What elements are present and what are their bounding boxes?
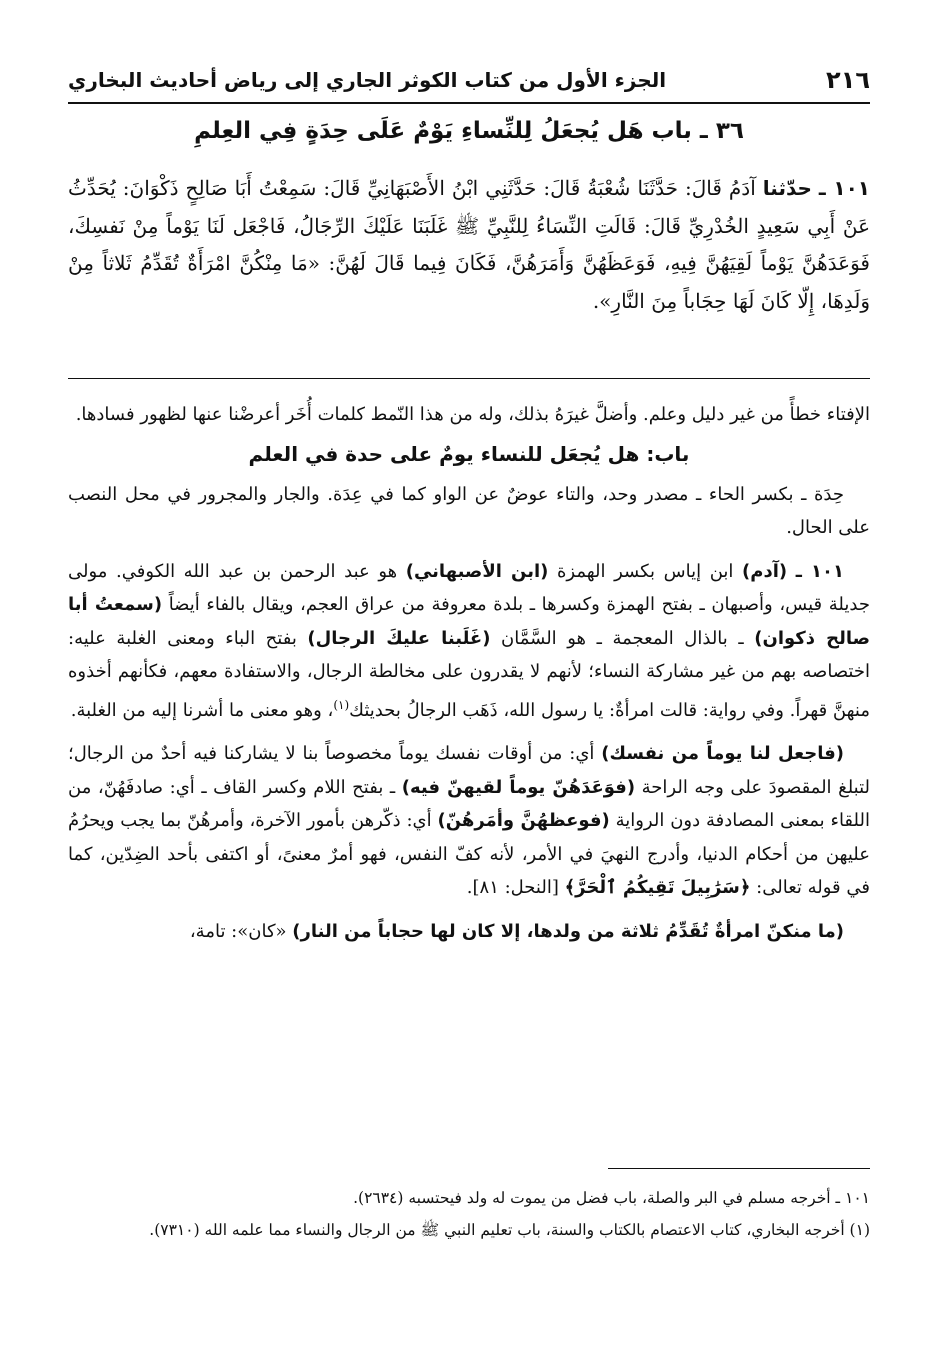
quran-verse: ﴿سَرَٰبِيلَ تَقِيكُمُ ٱلْحَرَّ﴾ (564, 877, 751, 898)
gloss: أي: ذكّرهن بأمور الآخرة، وأمرهُنّ بما يجب ويحرُمُ عليهن من أحكام الدنيا، وأدرج النهيَ في الأمر، لأنه كفّ النفس، فهو أمرٌ معنىً، أو اكتفى بأحد الضِدّين، كما في قوله تعالى: (68, 810, 870, 898)
footnote: ١٠١ ـ أخرجه مسلم في البر والصلة، باب فضل من يموت له ولد فيحتسبه (٢٦٣٤). (353, 1189, 870, 1207)
chapter-heading: ٣٦ ـ باب هَل يُجعَلُ لِلنِّساءِ يَوْمٌ عَلَى حِدَةٍ فِي العِلمِ (194, 118, 744, 144)
commentary-paragraph-1: حِدَة ـ بكسر الحاء ـ مصدر وحد، والتاء عوضٌ عن الواو كما في عِدَة. والجار والمجرور في محل النصب على الحال. (68, 483, 870, 538)
gloss: ـ بفتح اللام وكسر القاف ـ أي: صادفَهُنّ، من اللقاء بمعنى المصادفة دون الرواية (68, 776, 870, 831)
footnote: (١) أخرجه البخاري، كتاب الاعتصام بالكتاب والسنة، باب تعليم النبي ﷺ من الرجال والنساء مما علمه الله (٧٣١٠). (149, 1221, 870, 1239)
gloss: أي: من أوقات نفسك يوماً مخصوصاً بنا لا يشاركنا فيه أحدٌ من الرجال؛ لتبلغ المقصودَ على وجه الراحة (68, 743, 870, 798)
commentary-subheading: باب: هل يُجعَل للنساء يومٌ على حدة في العلم (248, 441, 690, 466)
gloss: ، وهو معنى ما أشرنا إليه من الغلبة. (70, 699, 334, 721)
hadith-number: ١٠١ ـ (818, 176, 870, 200)
entry-number: ١٠١ ـ (795, 560, 844, 582)
commentary-intro: الإفتاء خطأً من غير دليل وعلم. وأضلَّ غيرَهُ بذلك، وله من هذا النّمط كلمات أُخَر أعرضْنا عنها لظهور فسادها. (75, 404, 870, 425)
footnote-ref: (١) (333, 697, 350, 712)
text-divider (68, 378, 870, 379)
footnote-divider (608, 1168, 870, 1169)
lemma: (فوعظهُنَّ وأمَرهُنّ) (437, 810, 610, 831)
commentary (68, 398, 870, 958)
hadith-lead: حدّثنا (762, 176, 812, 200)
page-number: ٢١٦ (826, 66, 870, 94)
commentary-paragraph-4 (68, 915, 870, 949)
commentary-paragraph-2 (68, 555, 870, 728)
gloss: «كان»: تامة، (189, 920, 287, 942)
hadith-text (68, 170, 870, 320)
lemma: (غَلَبنا عليكَ الرجال) (307, 627, 491, 649)
lemma: (فاجعل لنا يوماً من نفسك) (601, 743, 844, 764)
lemma: (ابن الأصبهاني) (405, 560, 549, 582)
lemma: (ما منكنّ امرأةٌ تُقَدِّمُ ثلاثة من ولدها، إلا كان لها حجاباً من النار) (292, 920, 844, 942)
running-title: الجزء الأول من كتاب الكوثر الجاري إلى رياض أحاديث البخاري (68, 68, 667, 92)
lemma: (سمعتُ أبا صالح ذكوان) (68, 594, 870, 649)
gloss: هو عبد الرحمن بن عبد الله الكوفي. مولى جديلة قيس، وأصبهان ـ بفتح الهمزة وكسرها ـ بلدة معروفة من عراق العجم، ويقال بالفاء أيضاً (68, 560, 870, 615)
footnotes (68, 1184, 870, 1248)
lemma: (آدم) (742, 560, 788, 582)
commentary-paragraph-3 (68, 737, 870, 905)
running-header (68, 58, 870, 104)
lemma: (فوَعَدَهُنّ يوماً لقيهنّ فيه) (401, 776, 636, 798)
hadith-body: آدَمُ قَالَ: حَدَّثَنَا شُعْبَةُ قَالَ: حَدَّثَنِي ابْنُ الأَصْبَهَانِيِّ قَالَ: سَمِعْتُ أَبَا صَالِحٍ ذَكْوَانَ: يُحَدِّثُ عَنْ أَبِي سَعِيدٍ الخُدْرِيِّ قَالَ: قَالَتِ النِّسَاءُ لِلنَّبِيِّ ﷺ غَلَبَنَا عَلَيْكَ الرِّجَالُ، فَاجْعَل لَنَا يَوْماً مِنْ نَفسِكَ، فَوَعَدَهُنَّ يَوْماً لَقِيَهُنَّ فِيهِ، فَوَعَظَهُنَّ وَأَمَرَهُنَّ، فَكَانَ فِيما قَالَ لَهُنَّ: «مَا مِنْكُنَّ امْرَأَةٌ تُقَدِّمُ ثَلاثاً مِنْ وَلَدِهَا، إِلّا كَانَ لَهَا حِجَاباً مِنَ النَّارِ». (68, 176, 870, 313)
gloss: ـ بالذال المعجمة ـ هو السَّمَّان (501, 627, 744, 649)
gloss: بفتح الباء ومعنى الغلبة عليه: اختصاصه بهم من غير مشاركة النساء؛ لأنهم لا يقدرون على مخالطة الرجال، والاستفادة معهم، فكأنهم أخذوه منهنَّ قهراً. وفي رواية: قالت امرأةٌ: يا رسول الله، ذَهَب الرجالُ بحديثك (68, 627, 870, 721)
verse-reference: [النحل: ٨١]. (466, 877, 559, 898)
gloss: ابن إياس بكسر الهمزة (556, 560, 734, 582)
